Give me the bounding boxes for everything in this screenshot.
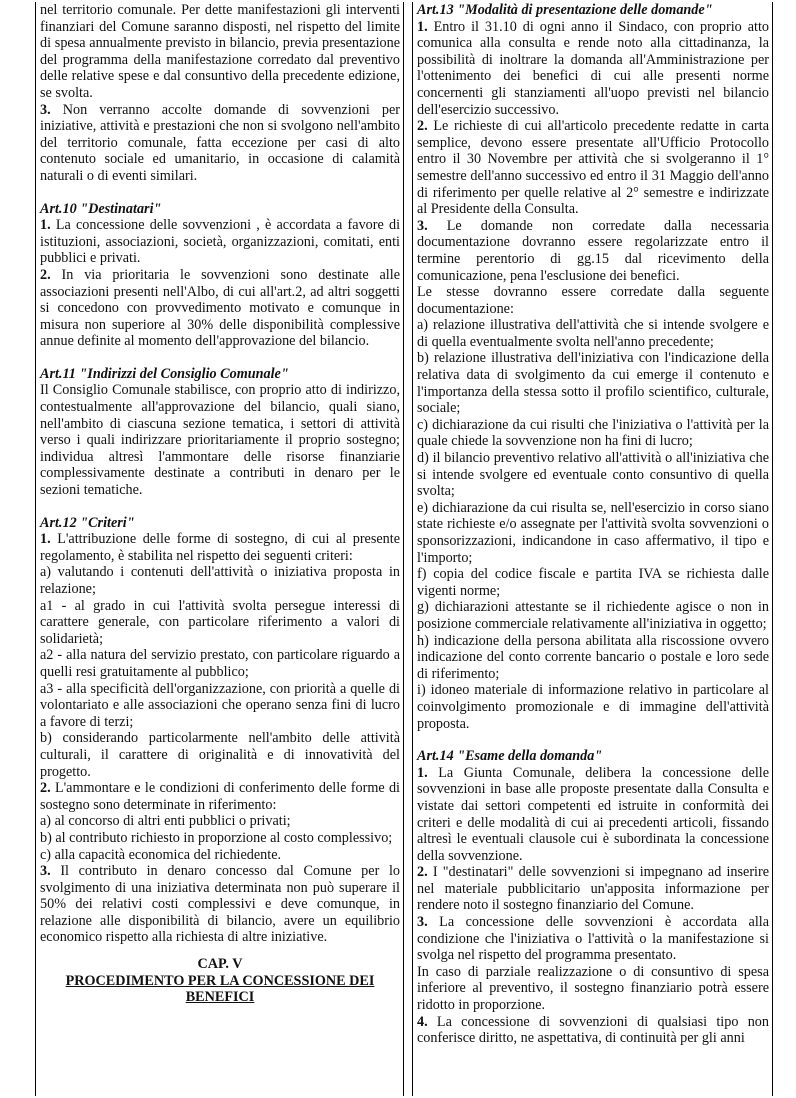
list-item: e) dichiarazione da cui risulta se, nell'esercizio in corso siano state richieste e/o assegnate per l'attività svolta sovvenzioni o sponsorizzazioni, indicandone in caso affermativo, il tipo e l'importo; [417, 499, 769, 566]
paragraph: 2. Le richieste di cui all'articolo precedente redatte in carta semplice, devono essere presentate all'Ufficio Protocollo entro il 30 Novembre per attività che si svolgeranno il 1° semestre dell'anno successivo ed entro il 31 Maggio dell'anno di riferimento per quelle relative al 2° semestre e indirizzate al Presidente della Consulta. [417, 118, 770, 218]
list-item: a2 - alla natura del servizio prestato, con particolare riguardo a quelli resi gratuitamente al pubblico; [40, 647, 400, 680]
paragraph: 1. L'attribuzione delle forme di sostegno, di cui al presente regolamento, è stabilita nel rispetto dei seguenti criteri: [40, 531, 401, 564]
list-item: f) copia del codice fiscale e partita IVA se richiesta dalle vigenti norme; [417, 566, 769, 599]
paragraph-number: 2. [417, 864, 428, 881]
paragraph-number: 1. [417, 18, 428, 35]
paragraph: nel territorio comunale. Per dette manifestazioni gli interventi finanziari del Comune saranno disposti, nel rispetto del limite di spesa annualmente previsto in bilancio, previa presentazione del programma della manifestazione corredato dal preventivo delle relative spese e dal consuntivo della precedente edizione, se svolta. [40, 2, 400, 101]
paragraph: 3. Non verranno accolte domande di sovvenzioni per iniziative, attività e prestazioni che non si svolgono nell'ambito del territorio comunale, fatta eccezione per casi di alto contenuto sociale ed umanitario, in occasione di calamità naturali o di eventi similari. [40, 101, 401, 184]
paragraph: 2. I "destinatari" delle sovvenzioni si impegnano ad inserire nel materiale pubblicitario un'apposita informazione per rendere noto il sostegno finanziario del Comune. [417, 864, 770, 914]
chapter-title-line-2: BENEFICI [185, 989, 255, 1006]
paragraph: 3. Le domande non corredate dalla necessaria documentazione dovranno essere regolarizzate entro il termine perentorio di gg.15 dal ricevimento della comunicazione, pena l'esclusione dei benefici. [417, 217, 769, 284]
paragraph: Le stesse dovranno essere corredate dalla seguente documentazione: [417, 284, 769, 317]
article-14-heading: Art.14 "Esame della domanda" [417, 748, 603, 765]
paragraph: In caso di parziale realizzazione o di consuntivo di spesa inferiore al preventivo, il sostegno finanziario potrà essere ridotto in proporzione. [417, 963, 769, 1014]
chapter-title-line-1: PROCEDIMENTO PER LA CONCESSIONE DEI [65, 972, 375, 989]
paragraph-number: 3. [417, 914, 428, 931]
paragraph: 2. L'ammontare e le condizioni di conferimento delle forme di sostegno sono determinate in riferimento: [40, 780, 400, 813]
paragraph-number: 2. [40, 266, 51, 283]
article-11-heading: Art.11 "Indirizzi del Consiglio Comunale" [40, 365, 289, 382]
list-item: i) idoneo materiale di informazione relativo in particolare al coinvolgimento promozionale e di immagine dell'attività proposta. [417, 682, 769, 732]
paragraph-number: 3. [40, 101, 51, 118]
paragraph-number: 1. [40, 217, 51, 234]
paragraph-number: 2. [40, 780, 51, 797]
article-13-heading: Art.13 "Modalità di presentazione delle domande" [417, 2, 713, 18]
list-item: c) dichiarazione da cui risulti che l'iniziativa o l'attività per la quale chiede la sovvenzione non ha fini di lucro; [417, 416, 769, 450]
list-item: a1 - al grado in cui l'attività svolta persegue interessi di carattere generale, con particolare riferimento a valori di solidarietà; [40, 597, 400, 647]
paragraph: 4. La concessione di sovvenzioni di qualsiasi tipo non conferisce diritto, ne aspettativa, di continuità per gli anni [417, 1013, 769, 1047]
list-item: a) al concorso di altri enti pubblici o privati; [40, 813, 291, 830]
paragraph-number: 3. [417, 217, 428, 234]
paragraph: 3. La concessione delle sovvenzioni è accordata alla condizione che l'iniziativa o l'attività o la manifestazione si svolga nel rispetto del programma presentato. [417, 914, 769, 964]
left-column [35, 2, 404, 1096]
list-item: c) alla capacità economica del richiedente. [40, 846, 282, 863]
paragraph-number: 1. [40, 531, 51, 548]
list-item: d) il bilancio preventivo relativo all'attività o all'iniziativa che si intende svolgere ed eventuale conto consuntivo di quella svolta; [417, 450, 769, 500]
list-item: b) considerando particolarmente nell'ambito delle attività culturali, il carattere di originalità e di innovatività del progetto. [40, 730, 400, 780]
paragraph: 1. La concessione delle sovvenzioni , è accordata a favore di istituzioni, associazioni, società, organizzazioni, comitati, enti pubblici e privati. [40, 217, 401, 267]
paragraph-number: 1. [417, 764, 428, 781]
article-10-heading: Art.10 "Destinatari" [40, 200, 162, 217]
article-12-heading: Art.12 "Criteri" [40, 514, 135, 531]
paragraph-number: 3. [40, 863, 51, 880]
list-item: b) al contributo richiesto in proporzione al costo complessivo; [40, 829, 393, 846]
paragraph: 1. Entro il 31.10 di ogni anno il Sindaco, con proprio atto comunica alla consulta e rende noto alla cittadinanza, la possibilità di inoltrare la domanda all'Amministrazione per l'ottenimento dei benefici di cui alle presenti norme concernenti gli stanziamenti all'uopo previsti nel bilancio dell'esercizio successivo. [417, 18, 770, 118]
right-column [412, 2, 773, 1096]
paragraph: 2. In via prioritaria le sovvenzioni sono destinate alle associazioni presenti nell'Albo, di cui all'art.2, ad altri soggetti si concedono con provvedimento motivato e comunque in misura non superiore al 30% delle disponibilità complessive annue definite al momento dell'approvazione del bilancio. [40, 266, 400, 350]
paragraph-number: 4. [417, 1013, 428, 1030]
chapter-number: CAP. V [197, 956, 243, 973]
list-item: h) indicazione della persona abilitata alla riscossione ovvero indicazione del conto corrente bancario o postale e loro sede di riferimento; [417, 632, 769, 682]
paragraph: Il Consiglio Comunale stabilisce, con proprio atto di indirizzo, contestualmente all'approvazione del bilancio, quali siano, nell'ambito di ciascuna sezione tematica, i settori di attività verso i quali indirizzare prioritariamente il proprio sostegno; individua altresì l'ammontare delle risorse finanziarie complessivamente destinate a contributi in denaro per le sezioni tematiche. [40, 382, 400, 499]
chapter-heading [40, 956, 400, 1006]
list-item: a) valutando i contenuti dell'attività o iniziativa proposta in relazione; [40, 564, 400, 597]
paragraph: 3. Il contributo in denaro concesso dal Comune per lo svolgimento di una iniziativa determinata non può superare il 50% dei relativi costi complessivi e deve comunque, in relazione alle disponibilità di bilancio, avere un equilibrio economico rispetto alla richiesta di altre iniziative. [40, 863, 400, 946]
list-item: a3 - alla specificità dell'organizzazione, con priorità a quelle di volontariato e alle associazioni che operano senza fini di lucro a favore di terzi; [40, 680, 400, 730]
list-item: g) dichiarazioni attestante se il richiedente agisce o non in posizione commerciale relativamente all'iniziativa in oggetto; [417, 599, 769, 632]
list-item: b) relazione illustrativa dell'iniziativa con l'indicazione della relativa data di svolgimento da cui emerge il contenuto e l'importanza della stessa sotto il profilo scientifico, culturale, sociale; [417, 350, 769, 417]
list-item: a) relazione illustrativa dell'attività che si intende svolgere e di quella eventualmente svolta nell'anno precedente; [417, 317, 769, 350]
paragraph-number: 2. [417, 118, 428, 135]
paragraph: 1. La Giunta Comunale, delibera la concessione delle sovvenzioni in base alle proposte presentate dalla Consulta e vistate dai settori competenti ed istruite in conformità dei criteri e delle modalità di cui ai precedenti articoli, fissando altresì le eventuali clausole cui è subordinata la concessione della sovvenzione. [417, 764, 770, 864]
